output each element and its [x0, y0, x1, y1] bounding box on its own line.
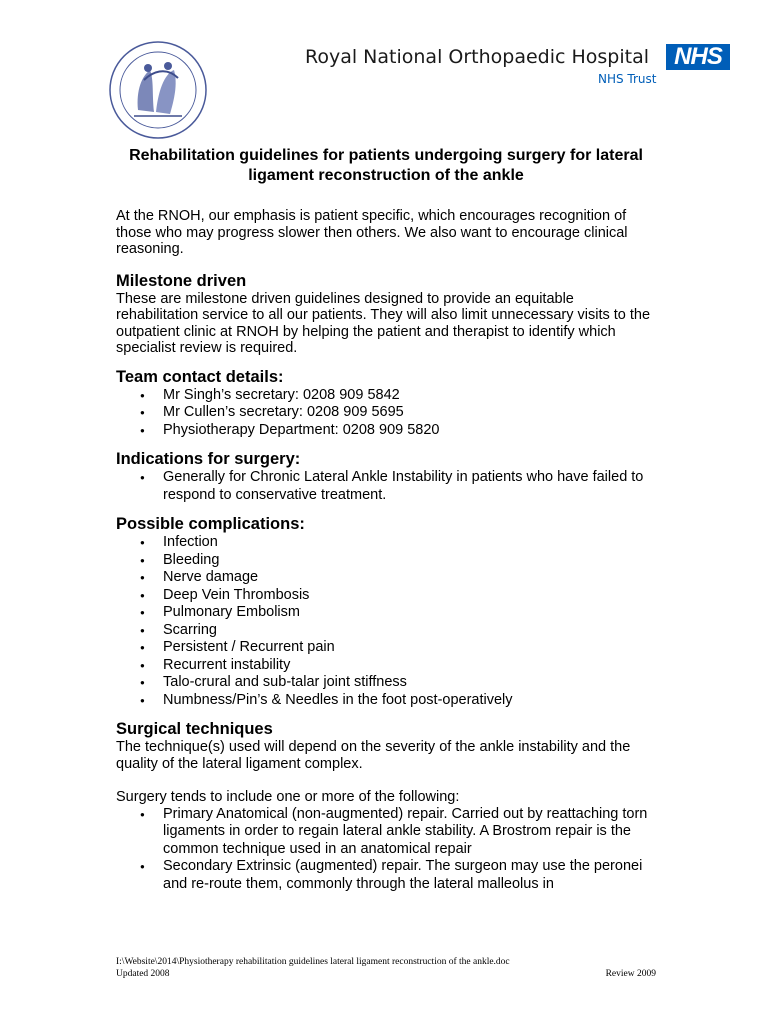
indications-section [116, 450, 656, 504]
document-title: Rehabilitation guidelines for patients undergoing surgery for lateral ligament reconstruction of the ankle [129, 147, 643, 184]
indications-heading: Indications for surgery: [116, 450, 301, 468]
complications-section [116, 515, 656, 709]
list-item: ● Scarring [116, 622, 656, 640]
nhs-logo: NHS [666, 44, 730, 70]
list-item: ● Nerve damage [116, 569, 656, 587]
hospital-name: Royal National Orthopaedic Hospital [305, 46, 650, 68]
list-item: ● Infection [116, 534, 656, 552]
hospital-seal-icon [108, 40, 208, 140]
list-item: ● Pulmonary Embolism [116, 604, 656, 622]
list-item: ● Secondary Extrinsic (augmented) repair. The surgeon may use the peronei and re-route them, commonly through the lateral malleolus in [116, 858, 656, 893]
milestone-text: These are milestone driven guidelines designed to provide an equitable rehabilitation service to all our patients. They will also limit unnecessary visits to the outpatient clinic at RNOH by helping the patient and therapist to identify which specialist review is required. [116, 290, 651, 356]
milestone-section [116, 272, 656, 357]
techniques-heading: Surgical techniques [116, 720, 273, 738]
intro-paragraph: At the RNOH, our emphasis is patient specific, which encourages recognition of those who may progress slower then others. We also want to encourage clinical reasoning. [116, 208, 628, 257]
list-item: ● Recurrent instability [116, 657, 656, 675]
techniques-list [116, 806, 656, 894]
techniques-text-2: Surgery tends to include one or more of the following: [116, 789, 460, 805]
file-path: I:\Website\2014\Physiotherapy rehabilitation guidelines lateral ligament reconstruction of the ankle.doc [116, 957, 510, 967]
page-footer [116, 957, 656, 980]
techniques-section [116, 720, 656, 893]
indications-list [116, 469, 656, 504]
list-item: ● Generally for Chronic Lateral Ankle Instability in patients who have failed to respond to conservative treatment. [116, 469, 656, 504]
list-item: ● Numbness/Pin’s & Needles in the foot post-operatively [116, 692, 656, 710]
contacts-section [116, 368, 656, 440]
list-item: ● Persistent / Recurrent pain [116, 639, 656, 657]
updated-label: Updated 2008 [116, 968, 170, 979]
document-body [116, 146, 656, 893]
list-item: ● Mr Cullen’s secretary: 0208 909 5695 [116, 404, 656, 422]
list-item: ● Talo-crural and sub-talar joint stiffness [116, 674, 656, 692]
techniques-text: The technique(s) used will depend on the severity of the ankle instability and the quality of the lateral ligament complex. [116, 739, 631, 772]
complications-heading: Possible complications: [116, 515, 305, 533]
complications-list [116, 534, 656, 709]
list-item: ● Primary Anatomical (non-augmented) repair. Carried out by reattaching torn ligaments in order to regain lateral ankle stability. A Brostrom repair is the common technique used in an anatomical repair [116, 806, 656, 859]
list-item: ● Bleeding [116, 552, 656, 570]
review-label: Review 2009 [605, 968, 656, 979]
contacts-list [116, 387, 656, 440]
contacts-heading: Team contact details: [116, 367, 284, 386]
trust-label: NHS Trust [598, 72, 657, 86]
list-item: ● Deep Vein Thrombosis [116, 587, 656, 605]
milestone-heading: Milestone driven [116, 271, 247, 290]
list-item: ● Physiotherapy Department: 0208 909 5820 [116, 422, 656, 440]
list-item: ● Mr Singh’s secretary: 0208 909 5842 [116, 387, 656, 405]
